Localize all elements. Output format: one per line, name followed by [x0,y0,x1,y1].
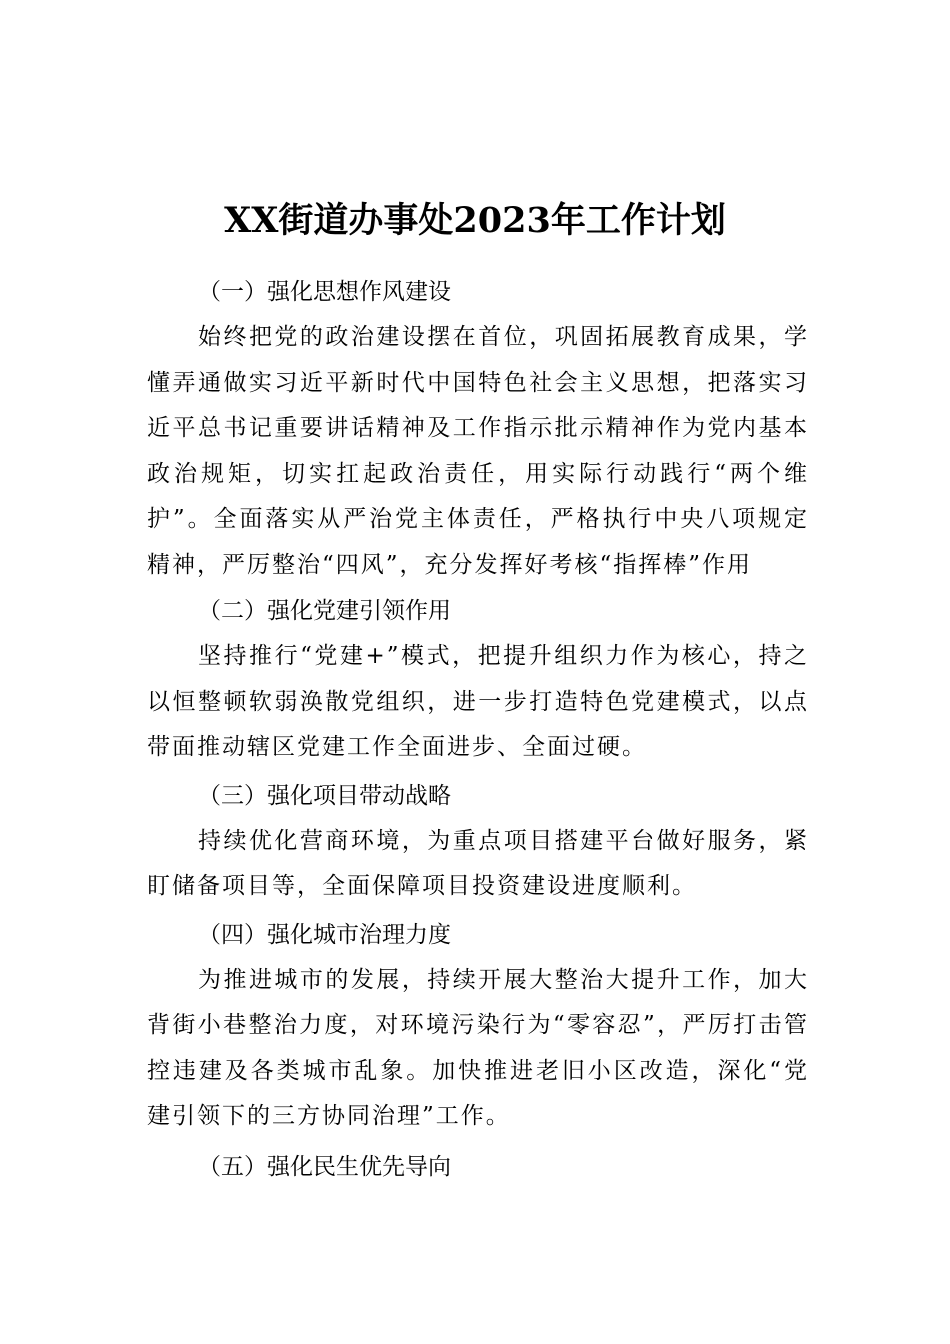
document-title: XX街道办事处2023年工作计划 [224,200,726,242]
document-body [147,269,809,1190]
section-paragraph: 为推进城市的发展，持续开展大整治大提升工作，加大背街小巷整治力度，对环境污染行为“零容忍”，严厉打击管控违建及各类城市乱象。加快推进老旧小区改造，深化“党建引领下的三方协同治理”工作。 [147,966,809,1129]
section-heading: （一）强化思想作风建设 [198,279,451,305]
section-heading: （三）强化项目带动战略 [198,782,451,809]
section-3 [147,773,809,910]
section-heading: （二）强化党建引领作用 [198,598,451,624]
section-heading: （五）强化民生优先导向 [198,1153,451,1180]
section-2 [147,588,809,771]
section-5 [147,1144,809,1190]
section-paragraph: 坚持推行“党建+”模式，把提升组织力作为核心，持之以恒整顿软弱涣散党组织，进一步打造特色党建模式，以点带面推动辖区党建工作全面进步、全面过硬。 [147,643,809,760]
section-heading: （四）强化城市治理力度 [198,921,451,948]
section-paragraph: 始终把党的政治建设摆在首位，巩固拓展教育成果，学懂弄通做实习近平新时代中国特色社会主义思想，把落实习近平总书记重要讲话精神及工作指示批示精神作为党内基本政治规矩，切实扛起政治责任，用实际行动践行“两个维护”。全面落实从严治党主体责任，严格执行中央八项规定精神，严厉整治“四风”，充分发挥好考核“指挥棒”作用 [147,324,809,578]
section-paragraph: 持续优化营商环境，为重点项目搭建平台做好服务，紧盯储备项目等，全面保障项目投资建设进度顺利。 [147,827,809,899]
section-4 [147,912,809,1140]
section-1 [147,269,809,588]
